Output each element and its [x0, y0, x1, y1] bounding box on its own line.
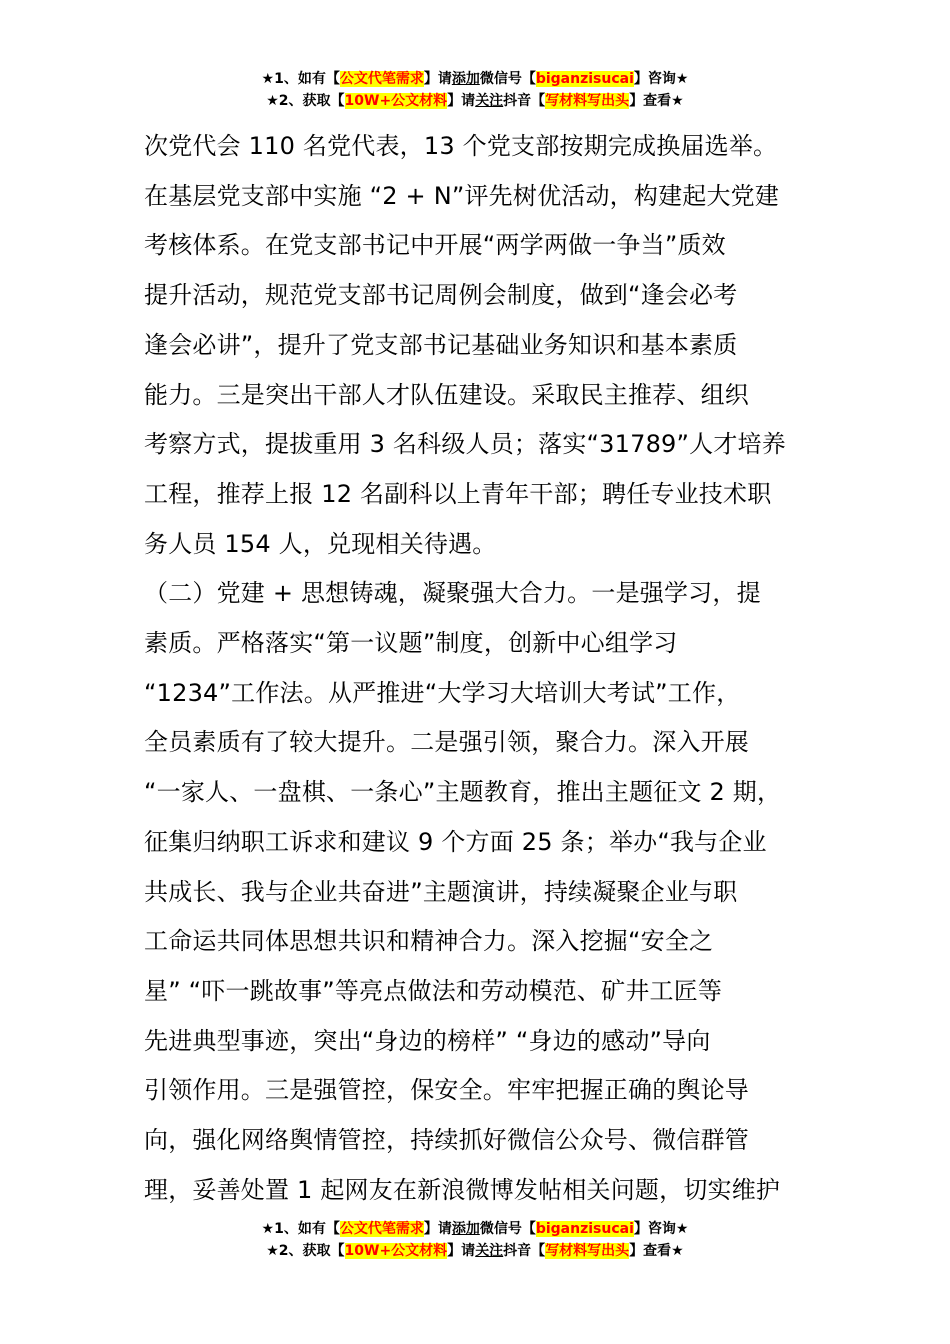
body-line: 能力。三是突出干部人才队伍建设。采取民主推荐、组织 — [144, 380, 749, 409]
body-line: 考核体系。在党支部书记中开展“两学两做一争当”质效 — [144, 231, 726, 260]
promo-line-2: ★2、获取【10W+公文材料】请关注抖音【写材料写出头】查看★ — [266, 1243, 684, 1259]
body-line: 共成长、我与企业共奋进”主题演讲，持续凝聚企业与职 — [144, 877, 738, 906]
promo-banner-top — [0, 68, 950, 112]
body-line: 引领作用。三是强管控，保安全。牢牢把握正确的舆论导 — [144, 1076, 749, 1105]
promo-banner-bottom — [0, 1218, 950, 1262]
body-line: 星” “吓一跳故事”等亮点做法和劳动模范、矿井工匠等 — [144, 976, 723, 1005]
highlight-materials: 10W+公文材料 — [344, 93, 448, 109]
body-line: 征集归纳职工诉求和建议 9 个方面 25 条；举办“我与企业 — [144, 827, 767, 856]
body-line: 理，妥善处置 1 起网友在新浪微博发帖相关问题，切实维护 — [144, 1175, 781, 1204]
body-line: 工程，推荐上报 12 名副科以上青年干部；聘任专业技术职 — [144, 479, 772, 508]
highlight-douyin-id: 写材料写出头 — [545, 93, 630, 109]
body-line: “一家人、一盘棋、一条心”主题教育，推出主题征文 2 期， — [144, 778, 782, 807]
highlight-wechat-id: biganzisucai — [535, 71, 634, 87]
body-line: 素质。严格落实“第一议题”制度，创新中心组学习 — [144, 629, 678, 658]
body-line: 工命运共同体思想共识和精神合力。深入挖掘“安全之 — [144, 927, 714, 956]
highlight-materials: 10W+公文材料 — [344, 1243, 448, 1259]
highlight-service: 公文代笔需求 — [339, 1221, 424, 1237]
document-body — [144, 122, 844, 1215]
body-line: 提升活动，规范党支部书记周例会制度，做到“逢会必考 — [144, 281, 738, 310]
body-line: 先进典型事迹，突出“身边的榜样” “身边的感动”导向 — [144, 1026, 711, 1055]
highlight-wechat-id: biganzisucai — [535, 1221, 634, 1237]
body-line: 在基层党支部中实施 “2 + N”评先树优活动，构建起大党建 — [144, 181, 780, 210]
highlight-service: 公文代笔需求 — [339, 71, 424, 87]
promo-line-1: ★1、如有【公文代笔需求】请添加微信号【biganzisucai】咨询★ — [261, 1221, 689, 1237]
promo-line-2: ★2、获取【10W+公文材料】请关注抖音【写材料写出头】查看★ — [266, 93, 684, 109]
section-heading-line: （二）党建 + 思想铸魂，凝聚强大合力。一是强学习，提 — [144, 579, 761, 608]
body-line: “1234”工作法。从严推进“大学习大培训大考试”工作， — [144, 678, 741, 707]
body-line: 务人员 154 人，兑现相关待遇。 — [144, 529, 497, 558]
body-line: 次党代会 110 名党代表，13 个党支部按期完成换届选举。 — [144, 132, 778, 160]
body-line: 逢会必讲”，提升了党支部书记基础业务知识和基本素质 — [144, 330, 738, 359]
body-line: 向，强化网络舆情管控，持续抓好微信公众号、微信群管 — [144, 1126, 749, 1155]
body-line: 全员素质有了较大提升。二是强引领，聚合力。深入开展 — [144, 728, 749, 757]
promo-line-1: ★1、如有【公文代笔需求】请添加微信号【biganzisucai】咨询★ — [261, 71, 689, 87]
body-line: 考察方式，提拔重用 3 名科级人员；落实“31789”人才培养 — [144, 430, 786, 459]
highlight-douyin-id: 写材料写出头 — [545, 1243, 630, 1259]
